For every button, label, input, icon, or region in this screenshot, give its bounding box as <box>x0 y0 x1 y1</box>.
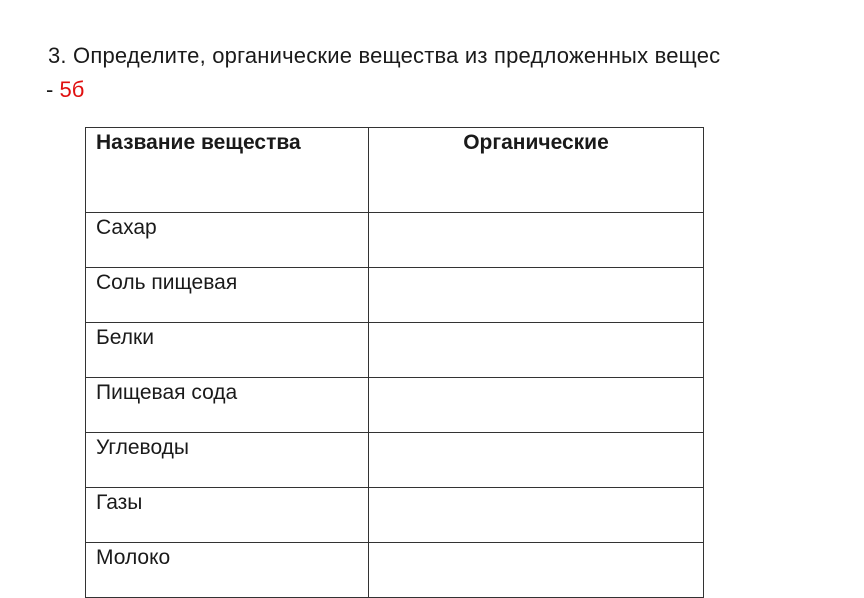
header-substance-name: Название вещества <box>86 128 369 213</box>
organic-answer-cell[interactable] <box>369 378 704 433</box>
organic-answer-cell[interactable] <box>369 268 704 323</box>
substance-name: Сахар <box>86 213 369 268</box>
points-dash: - <box>46 77 60 102</box>
substances-table <box>85 127 704 598</box>
substance-name: Пищевая сода <box>86 378 369 433</box>
substance-name: Белки <box>86 323 369 378</box>
substance-name: Соль пищевая <box>86 268 369 323</box>
table-row <box>86 213 704 268</box>
points-value: 5б <box>59 77 85 102</box>
table-row <box>86 488 704 543</box>
table-row <box>86 433 704 488</box>
question-text: 3. Определите, органические вещества из предложенных вещес <box>48 43 721 68</box>
points-line <box>46 76 84 104</box>
substance-name: Молоко <box>86 543 369 598</box>
substance-name: Газы <box>86 488 369 543</box>
table-header-row <box>86 128 704 213</box>
organic-answer-cell[interactable] <box>369 213 704 268</box>
organic-answer-cell[interactable] <box>369 433 704 488</box>
organic-answer-cell[interactable] <box>369 543 704 598</box>
organic-answer-cell[interactable] <box>369 323 704 378</box>
table-row <box>86 268 704 323</box>
table-row <box>86 323 704 378</box>
organic-answer-cell[interactable] <box>369 488 704 543</box>
table-row <box>86 543 704 598</box>
table-row <box>86 378 704 433</box>
substance-name: Углеводы <box>86 433 369 488</box>
header-organic: Органические <box>369 128 704 213</box>
